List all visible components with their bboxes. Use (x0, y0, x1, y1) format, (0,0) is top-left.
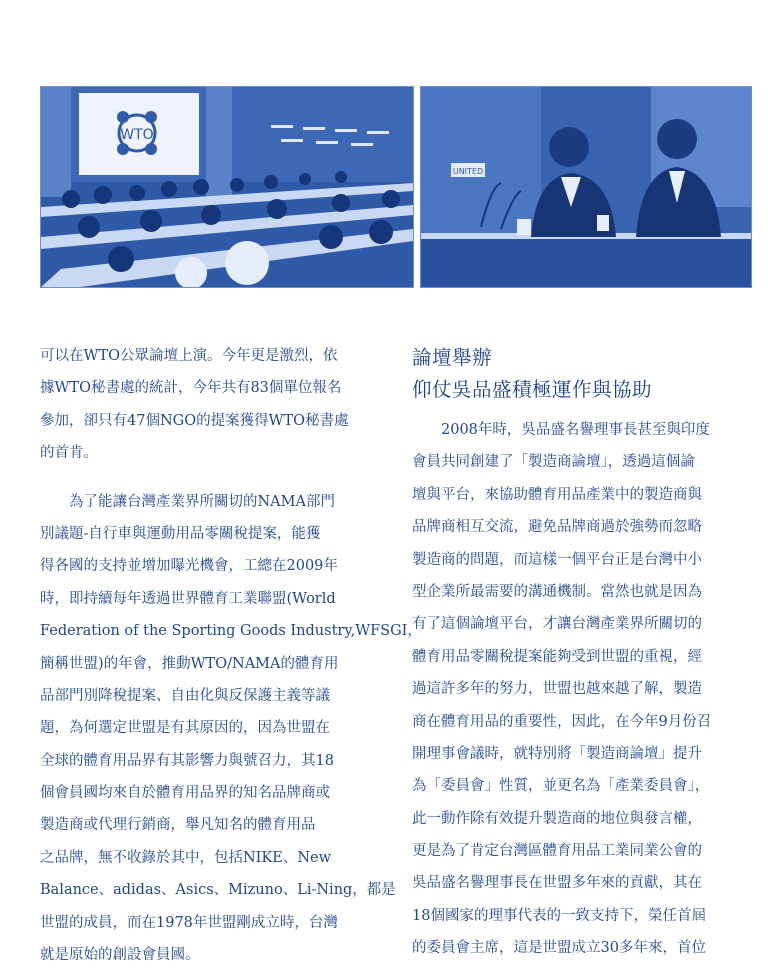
right-line: 18個國家的理事代表的一致支持下，榮任首屆 (412, 907, 706, 924)
left-line: 得各國的支持並增加曝光機會，工總在2009年 (40, 558, 338, 575)
right-line: 吳品盛名譽理事長在世盟多年來的貢獻，其在 (412, 875, 702, 892)
left-line: 製造商或代理行銷商，舉凡知名的體育用品 (40, 817, 316, 834)
right-line: 更是為了肯定台灣區體育用品工業同業公會的 (412, 843, 702, 860)
left-line: 時，即持續每年透過世界體育工業聯盟(World (40, 590, 336, 607)
left-line: 參加，卻只有47個NGO的提案獲得WTO秘書處 (40, 412, 349, 429)
left-line: 可以在WTO公眾論壇上演。今年更是激烈，依 (40, 348, 338, 364)
right-line: 會員共同創建了「製造商論壇」，透過這個論 (412, 454, 695, 471)
left-line: 據WTO秘書處的統計，今年共有83個單位報名 (40, 380, 342, 397)
left-line: 就是原始的創設會員國。 (40, 947, 200, 964)
right-line: 開理事會議時，就特別將「製造商論壇」提升 (412, 745, 702, 762)
left-line: 世盟的成員，而在1978年世盟剛成立時，台灣 (40, 914, 338, 931)
right-line: 的委員會主席，這是世盟成立30多年來，首位 (412, 940, 706, 957)
screen-logo-text: WTO (120, 127, 154, 143)
right-line: 品牌商相互交流，避免品牌商過於強勢而忽略 (412, 519, 702, 536)
right-line: 2008年時，吳品盛名譽理事長甚至與印度 (412, 422, 710, 438)
right-line: 過這許多年的努力，世盟也越來越了解，製造 (412, 681, 702, 698)
conference-hall-photo (40, 86, 414, 288)
heading-line-2: 仰仗吳品盛積極運作與協助 (412, 378, 653, 401)
right-line: 為「委員會」性質，並更名為「產業委員會」， (412, 778, 710, 795)
right-line: 商在體育用品的重要性，因此，在今年9月份召 (412, 713, 712, 730)
left-line: Federation of the Sporting Goods Industry,WFSGI， (40, 623, 422, 640)
left-line: 題，為何選定世盟是有其原因的，因為世盟在 (40, 720, 330, 737)
nameplate-text: UNITED (452, 167, 484, 176)
right-column (412, 340, 748, 965)
left-column (40, 340, 422, 971)
left-line: 的首肯。 (40, 445, 98, 462)
right-line: 型企業所最需要的溝通機制。當然也就是因為 (412, 583, 702, 600)
left-line: 簡稱世盟)的年會，推動WTO/NAMA的體育用 (40, 655, 339, 672)
left-line: 全球的體育用品界有其影響力與號召力，其18 (40, 752, 334, 769)
panel-speakers-photo (420, 86, 752, 288)
right-line: 體育用品零關稅提案能夠受到世盟的重視，經 (412, 648, 702, 665)
left-line: 個會員國均來自於體育用品界的知名品牌商或 (40, 785, 330, 802)
left-line: 為了能讓台灣產業界所關切的NAMA部門 (40, 493, 335, 510)
right-line: 製造商的問題，而這樣一個平台正是台灣中小 (412, 551, 702, 568)
left-line: 之品牌，無不收錄於其中，包括NIKE、New (40, 849, 332, 866)
left-line: 品部門別降稅提案、自由化與反保護主義等議 (40, 687, 330, 704)
right-line: 壇與平台，來協助體育用品產業中的製造商與 (412, 486, 702, 503)
left-line: 別議題-自行車與運動用品零關稅提案，能獲 (40, 525, 321, 542)
left-line: Balance、adidas、Asics、Mizuno、Li-Ning，都是 (40, 882, 396, 899)
right-line: 有了這個論壇平台，才讓台灣產業界所關切的 (412, 616, 702, 633)
right-line: 此一動作除有效提升製造商的地位與發言權， (412, 810, 702, 827)
heading-line-1: 論壇舉辦 (412, 346, 493, 369)
section-heading (412, 342, 748, 406)
